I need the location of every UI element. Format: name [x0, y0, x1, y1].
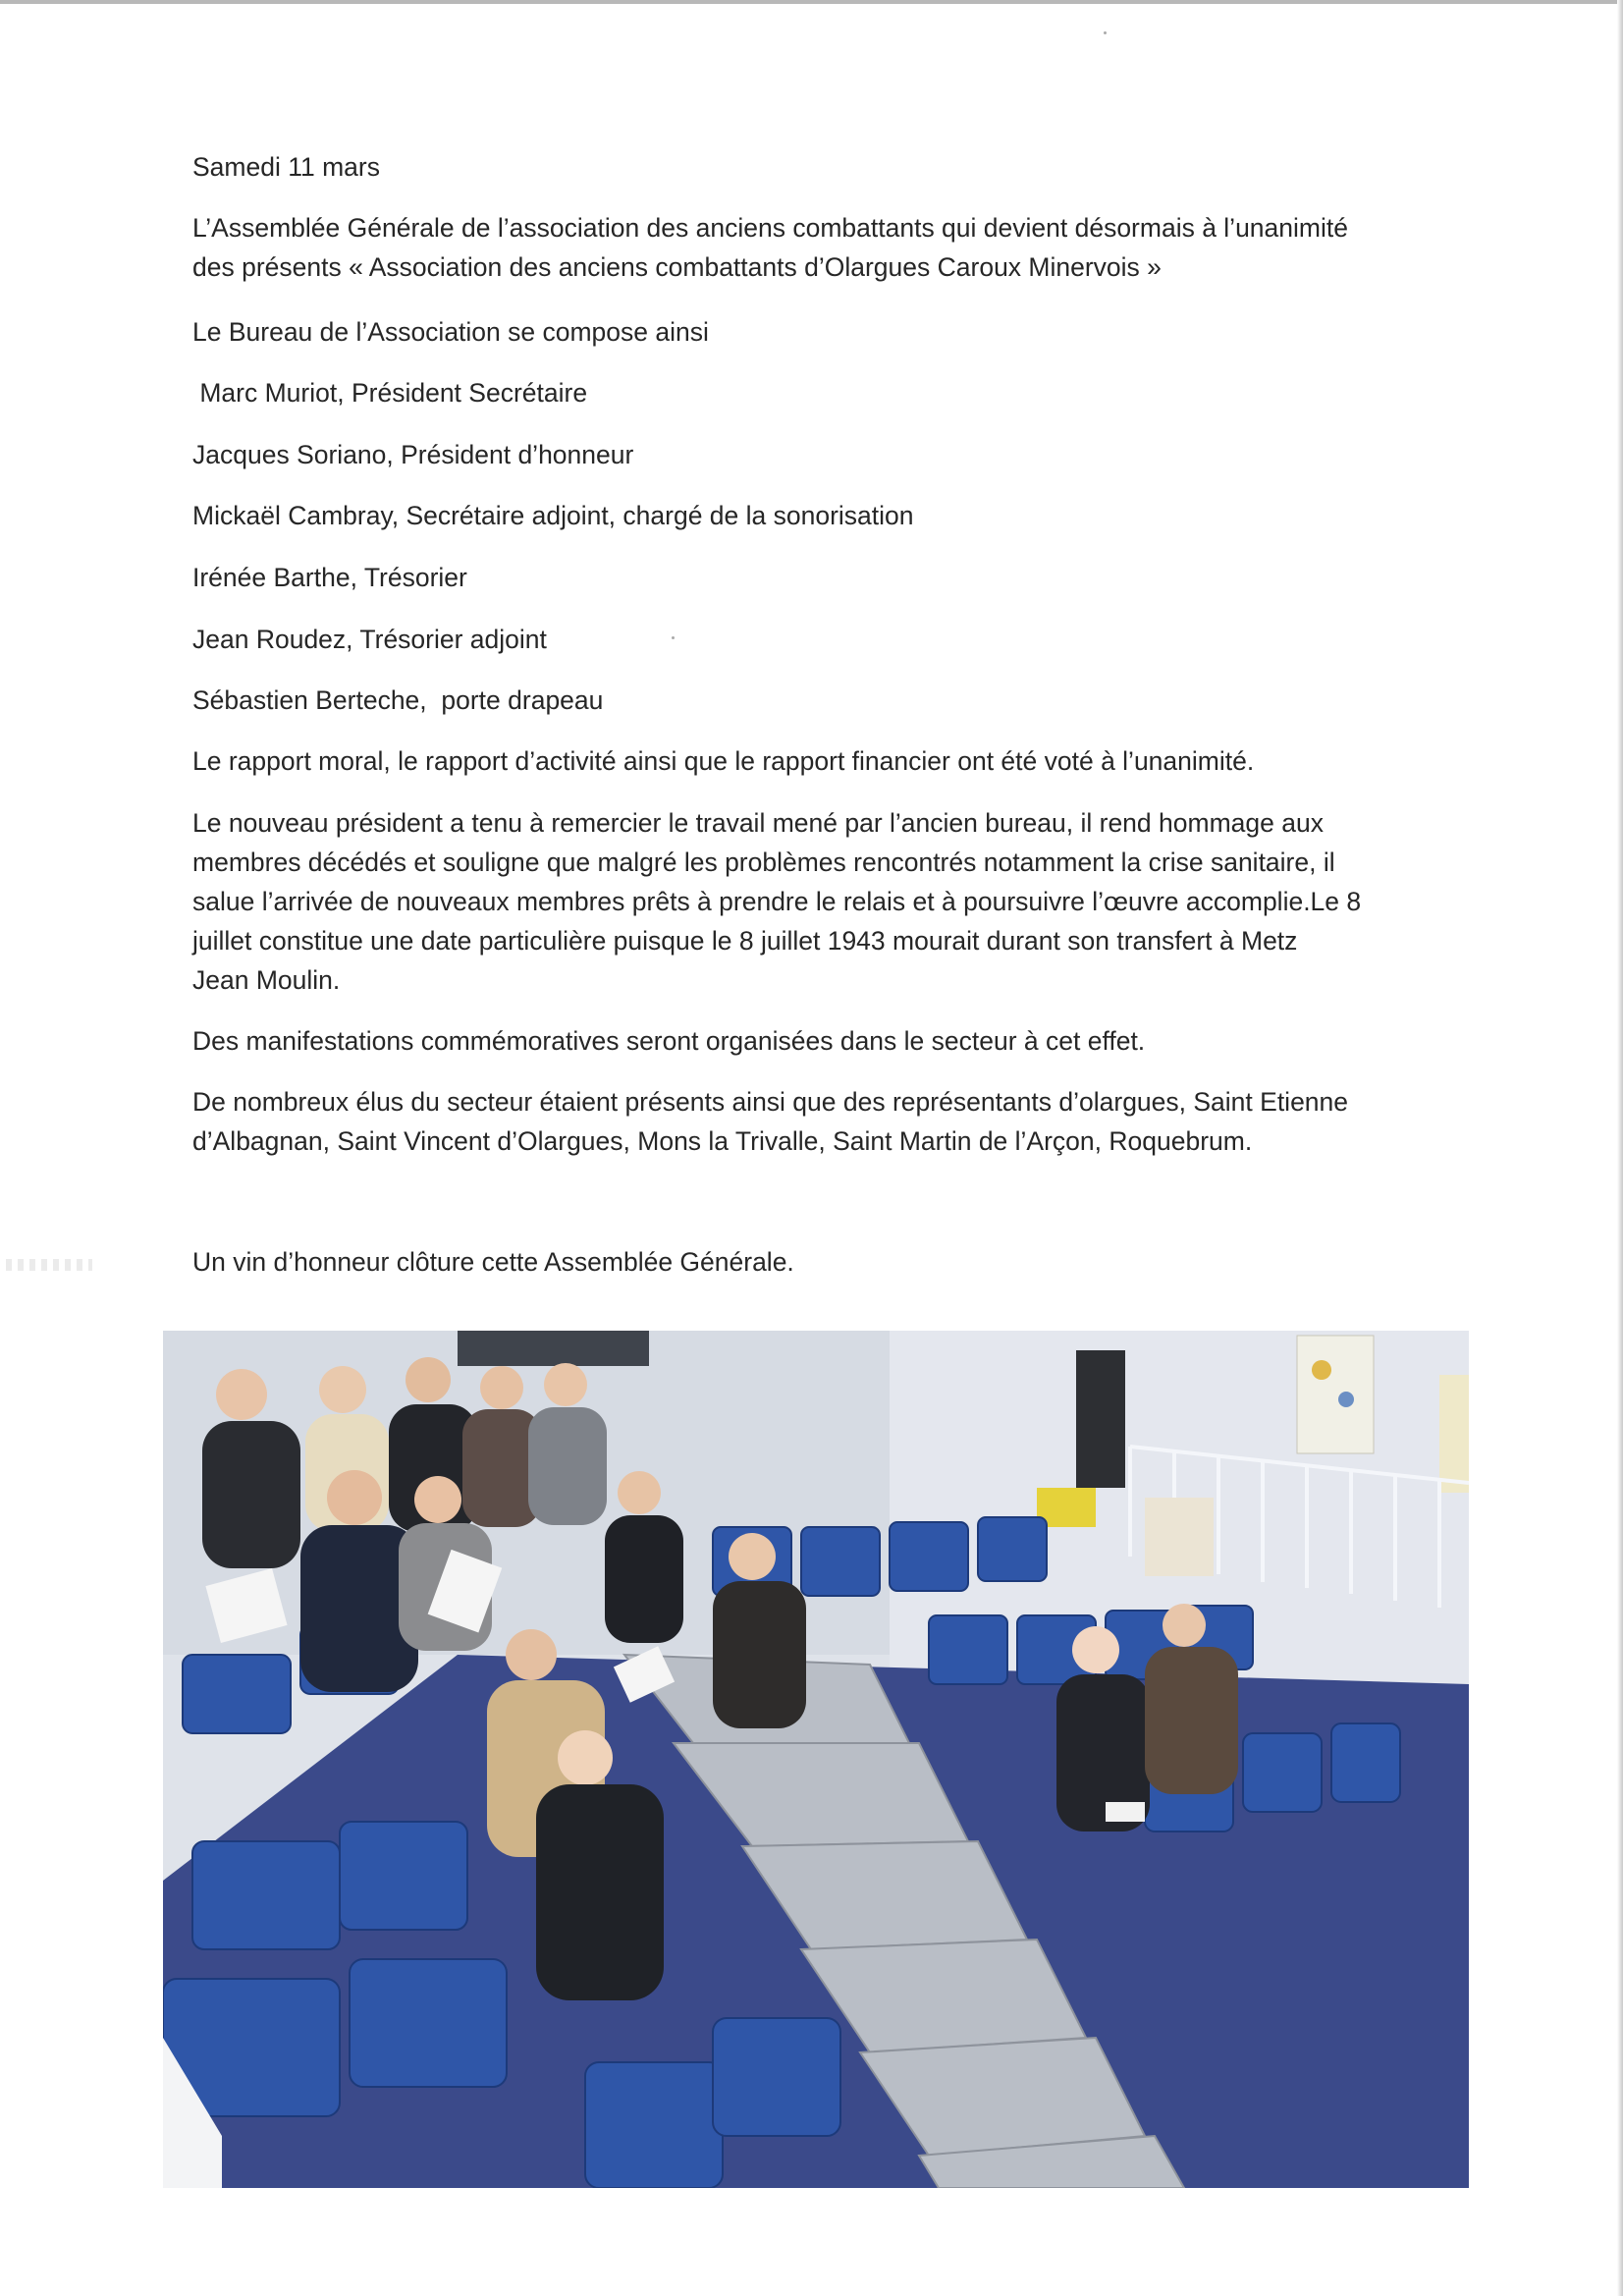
closing-line: Un vin d’honneur clôture cette Assemblée Générale.: [192, 1247, 794, 1277]
bureau-heading: Le Bureau de l’Association se compose ainsi: [192, 317, 709, 347]
member-line: Marc Muriot, Président Secrétaire: [192, 378, 588, 408]
coat-rack: [1076, 1350, 1125, 1488]
intro-line-1: L’Assemblée Générale de l’association des anciens combattants qui devient désormais à l’unanimité: [192, 213, 1348, 243]
wall-poster: [1297, 1336, 1374, 1453]
assembly-photo: [163, 1331, 1469, 2188]
date-line: Samedi 11 mars: [192, 152, 380, 182]
scan-speck: [1104, 31, 1107, 34]
president-paragraph-line: Le nouveau président a tenu à remercier le travail mené par l’ancien bureau, il rend hommage aux: [192, 808, 1324, 838]
bag: [1145, 1498, 1214, 1576]
scan-margin-noise: [6, 1259, 92, 1271]
president-paragraph-line: membres décédés et souligne que malgré les problèmes rencontrés notamment la crise sanitaire, il: [192, 847, 1335, 877]
scan-top-edge: [0, 0, 1623, 4]
manifestations-line: Des manifestations commémoratives seront organisées dans le secteur à cet effet.: [192, 1026, 1146, 1056]
member-line: Jacques Soriano, Président d’honneur: [192, 440, 634, 469]
reports-line: Le rapport moral, le rapport d’activité ainsi que le rapport financier ont été voté à l’unanimité.: [192, 746, 1255, 776]
president-paragraph-line: salue l’arrivée de nouveaux membres prêts à prendre le relais et à poursuivre l’œuvre accomplie.Le 8: [192, 887, 1362, 916]
wall-poster: [1439, 1375, 1469, 1493]
poster-detail: [1338, 1392, 1354, 1407]
elus-paragraph-line: d’Albagnan, Saint Vincent d’Olargues, Mons la Trivalle, Saint Martin de l’Arçon, Roquebrum.: [192, 1126, 1253, 1156]
scan-right-edge: [1617, 0, 1623, 2296]
scan-speck: [672, 636, 675, 639]
intro-line-2: des présents « Association des anciens combattants d’Olargues Caroux Minervois »: [192, 252, 1162, 282]
member-line: Jean Roudez, Trésorier adjoint: [192, 625, 547, 654]
president-paragraph-line: Jean Moulin.: [192, 965, 341, 995]
elus-paragraph-line: De nombreux élus du secteur étaient présents ainsi que des représentants d’olargues, Saint Etienne: [192, 1087, 1349, 1117]
member-line: Mickaël Cambray, Secrétaire adjoint, chargé de la sonorisation: [192, 501, 914, 530]
member-line: Irénée Barthe, Trésorier: [192, 563, 467, 592]
poster-detail: [1312, 1360, 1331, 1380]
wall-painting: [458, 1331, 649, 1366]
member-line: Sébastien Berteche, porte drapeau: [192, 685, 604, 715]
president-paragraph-line: juillet constitue une date particulière puisque le 8 juillet 1943 mourait durant son transfert à Metz: [192, 926, 1298, 956]
assembly-photo-illustration: [163, 1331, 1469, 2188]
